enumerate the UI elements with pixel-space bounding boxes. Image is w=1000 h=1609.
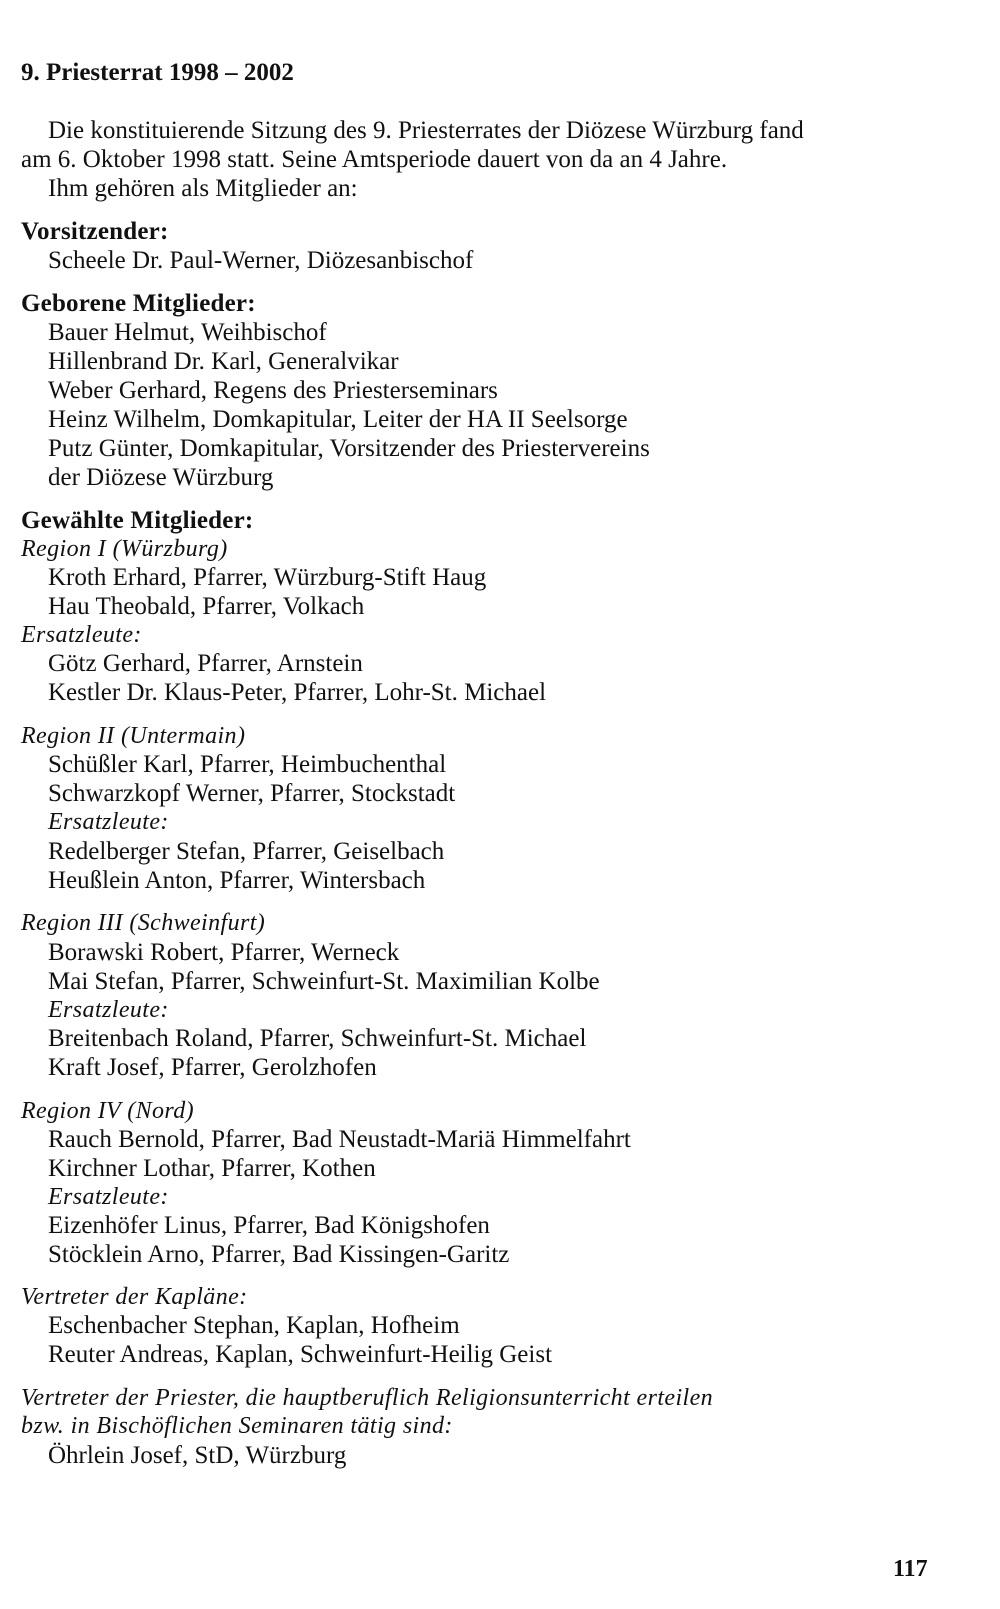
region-2-substitute: Heußlein Anton, Pfarrer, Wintersbach [48, 867, 426, 894]
elected-heading: Gewählte Mitglieder: [21, 507, 254, 534]
region-4-member: Rauch Bernold, Pfarrer, Bad Neustadt-Mariä Himmelfahrt [48, 1126, 631, 1153]
region-4-substitutes-label: Ersatzleute: [48, 1184, 169, 1210]
intro-line-3: Ihm gehören als Mitglieder an: [48, 175, 358, 202]
ex-officio-member: Hillenbrand Dr. Karl, Generalvikar [48, 348, 399, 375]
region-1-substitutes-label: Ersatzleute: [21, 622, 142, 648]
teachers-label-line-2: bzw. in Bischöflichen Seminaren tätig sind: [21, 1413, 453, 1439]
region-4-label: Region IV (Nord) [21, 1098, 195, 1124]
ex-officio-heading: Geborene Mitglieder: [21, 290, 256, 317]
region-3-member: Mai Stefan, Pfarrer, Schweinfurt-St. Maximilian Kolbe [48, 968, 600, 995]
region-2-substitutes-label: Ersatzleute: [48, 809, 169, 835]
region-2-substitute: Redelberger Stefan, Pfarrer, Geiselbach [48, 838, 445, 865]
ex-officio-member: Putz Günter, Domkapitular, Vorsitzender des Priestervereins [48, 435, 650, 462]
chair-member: Scheele Dr. Paul-Werner, Diözesanbischof [48, 247, 474, 274]
section-heading: 9. Priesterrat 1998 – 2002 [21, 59, 294, 86]
intro-line-2: am 6. Oktober 1998 statt. Seine Amtsperiode dauert von da an 4 Jahre. [21, 146, 728, 173]
ex-officio-member: Heinz Wilhelm, Domkapitular, Leiter der HA II Seelsorge [48, 406, 628, 433]
region-3-member: Borawski Robert, Pfarrer, Werneck [48, 939, 400, 966]
region-2-member: Schüßler Karl, Pfarrer, Heimbuchenthal [48, 751, 447, 778]
chair-heading: Vorsitzender: [21, 218, 169, 245]
region-4-member: Kirchner Lothar, Pfarrer, Kothen [48, 1155, 376, 1182]
region-3-substitute: Kraft Josef, Pfarrer, Gerolzhofen [48, 1054, 377, 1081]
region-3-label: Region III (Schweinfurt) [21, 910, 266, 936]
region-1-substitute: Kestler Dr. Klaus-Peter, Pfarrer, Lohr-St. Michael [48, 679, 547, 706]
chaplains-member: Reuter Andreas, Kaplan, Schweinfurt-Heilig Geist [48, 1341, 553, 1368]
region-3-substitutes-label: Ersatzleute: [48, 997, 169, 1023]
page-number: 117 [893, 1556, 928, 1582]
ex-officio-member: Bauer Helmut, Weihbischof [48, 319, 327, 346]
intro-line-1: Die konstituierende Sitzung des 9. Priesterrates der Diözese Würzburg fand [48, 117, 804, 144]
chaplains-member: Eschenbacher Stephan, Kaplan, Hofheim [48, 1312, 460, 1339]
region-1-member: Kroth Erhard, Pfarrer, Würzburg-Stift Haug [48, 564, 487, 591]
teachers-member: Öhrlein Josef, StD, Würzburg [48, 1442, 347, 1469]
region-1-substitute: Götz Gerhard, Pfarrer, Arnstein [48, 650, 363, 677]
ex-officio-member: der Diözese Würzburg [48, 464, 274, 491]
chaplains-label: Vertreter der Kapläne: [21, 1284, 248, 1310]
region-3-substitute: Breitenbach Roland, Pfarrer, Schweinfurt-St. Michael [48, 1025, 587, 1052]
region-4-substitute: Stöcklein Arno, Pfarrer, Bad Kissingen-Garitz [48, 1241, 510, 1268]
ex-officio-member: Weber Gerhard, Regens des Priesterseminars [48, 377, 498, 404]
region-1-member: Hau Theobald, Pfarrer, Volkach [48, 593, 365, 620]
region-4-substitute: Eizenhöfer Linus, Pfarrer, Bad Königshofen [48, 1212, 490, 1239]
region-1-label: Region I (Würzburg) [21, 536, 228, 562]
region-2-member: Schwarzkopf Werner, Pfarrer, Stockstadt [48, 780, 456, 807]
region-2-label: Region II (Untermain) [21, 723, 246, 749]
teachers-label-line-1: Vertreter der Priester, die hauptberuflich Religionsunterricht erteilen [21, 1385, 714, 1411]
